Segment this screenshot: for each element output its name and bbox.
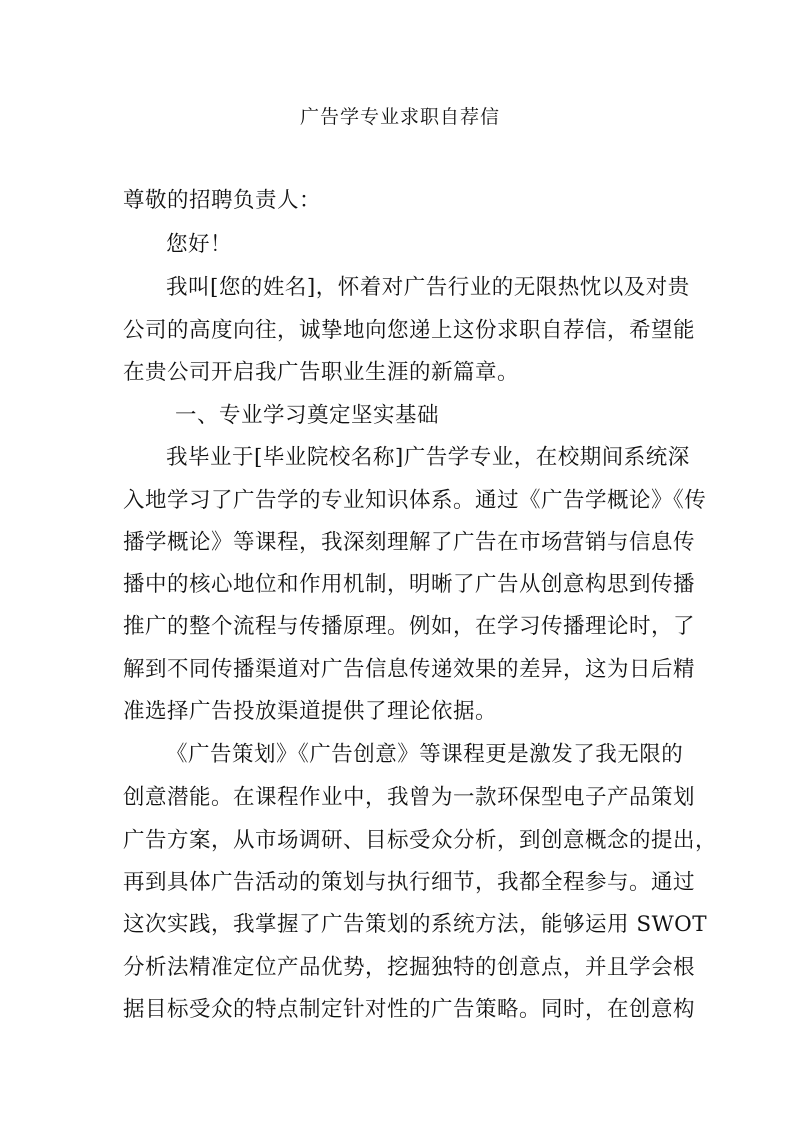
paragraph-line: 推广的整个流程与传播原理。例如，在学习传播理论时，了 bbox=[123, 614, 696, 639]
paragraph-line: 我毕业于[毕业院校名称]广告学专业，在校期间系统深 bbox=[166, 445, 690, 470]
paragraph-line: 入地学习了广告学的专业知识体系。通过《广告学概论》《传 bbox=[123, 488, 707, 513]
paragraph-line: 解到不同传播渠道对广告信息传递效果的差异，这为日后精 bbox=[123, 657, 696, 682]
paragraph-line: 广告方案，从市场调研、目标受众分析，到创意概念的提出， bbox=[123, 828, 718, 853]
paragraph-line: 创意潜能。在课程作业中，我曾为一款环保型电子产品策划 bbox=[123, 785, 696, 810]
paragraph-line: 这次实践，我掌握了广告策划的系统方法，能够运用 SWOT bbox=[123, 912, 708, 937]
paragraph-line: 准选择广告投放渠道提供了理论依据。 bbox=[123, 699, 498, 724]
intro-line: 我叫[您的姓名]，怀着对广告行业的无限热忱以及对贵 bbox=[166, 275, 690, 300]
greeting: 您好！ bbox=[166, 232, 233, 257]
paragraph-line: 《广告策划》《广告创意》等课程更是激发了我无限的 bbox=[166, 742, 684, 767]
paragraph-line: 据目标受众的特点制定针对性的广告策略。同时，在创意构 bbox=[123, 997, 696, 1022]
paragraph-line: 再到具体广告活动的策划与执行细节，我都全程参与。通过 bbox=[123, 870, 696, 895]
intro-line: 公司的高度向往，诚挚地向您递上这份求职自荐信，希望能 bbox=[123, 318, 696, 343]
paragraph-line: 播中的核心地位和作用机制，明晰了广告从创意构思到传播 bbox=[123, 572, 696, 597]
intro-line: 在贵公司开启我广告职业生涯的新篇章。 bbox=[123, 360, 520, 385]
section-heading: 一、专业学习奠定坚实基础 bbox=[175, 403, 440, 428]
paragraph-line: 分析法精准定位产品优势，挖掘独特的创意点，并且学会根 bbox=[123, 955, 696, 980]
paragraph-line: 播学概论》等课程，我深刻理解了广告在市场营销与信息传 bbox=[123, 530, 696, 555]
salutation: 尊敬的招聘负责人： bbox=[123, 188, 322, 213]
page-title: 广告学专业求职自荐信 bbox=[299, 106, 500, 128]
